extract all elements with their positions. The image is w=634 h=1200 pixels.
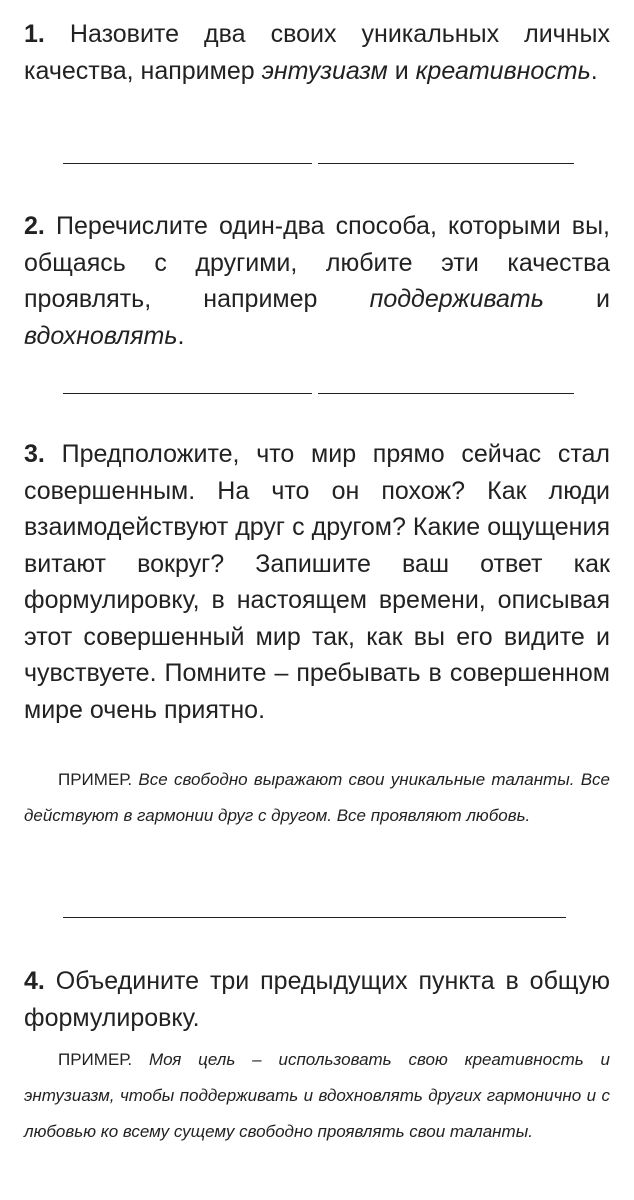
question-2-example-2: вдохновлять [24, 321, 178, 350]
answer-line-3 [63, 917, 566, 918]
question-2-text: Перечислите один-два способа, которыми вы, общаясь с другими, любите эти качества проявлять, например [24, 212, 610, 313]
question-1-text: Назовите два своих уникальных личных качества, например [24, 20, 610, 85]
answer-line-1b [318, 163, 574, 164]
question-3-example-label: ПРИМЕР. [58, 770, 133, 789]
question-4-example-label: ПРИМЕР. [58, 1050, 133, 1069]
question-1-number: 1. [24, 20, 45, 48]
question-2-number: 2. [24, 212, 45, 240]
question-3-number: 3. [24, 440, 45, 468]
question-2-and: и [543, 285, 610, 313]
question-4-example [24, 1042, 610, 1150]
question-3 [24, 436, 610, 728]
question-1-end: . [590, 56, 598, 85]
question-2-end: . [177, 321, 185, 350]
question-3-example [24, 762, 610, 834]
question-2 [24, 208, 610, 354]
question-3-example-text: Все свободно выражают свои уникальные таланты. Все действуют в гармонии друг с другом. Все проявляют любовь. [24, 770, 610, 825]
question-1-and: и [387, 56, 416, 85]
question-2-example-1: поддерживать [369, 285, 544, 313]
question-3-text: Предположите, что мир прямо сейчас стал совершенным. На что он похож? Как люди взаимодействуют друг с другом? Какие ощущения витают вокруг? Запишите ваш ответ как формулировку, в настоящем времени, описывая этот совершенный мир так, как вы его видите и чувствуете. Помните – пребывать в совершенном мире очень приятно. [24, 440, 610, 724]
answer-line-2b [318, 393, 574, 394]
question-4-example-text: Моя цель – использовать свою креативность и энтузиазм, чтобы поддерживать и вдохновлять других гармонично и с любовью ко всему сущему свободно проявлять свои таланты. [24, 1050, 610, 1141]
question-1 [24, 16, 610, 89]
answer-line-1a [63, 163, 312, 164]
question-4-number: 4. [24, 967, 45, 995]
question-1-example-1: энтузиазм [261, 56, 388, 85]
question-4-text: Объедините три предыдущих пункта в общую формулировку. [24, 967, 610, 1032]
question-4 [24, 963, 610, 1036]
question-1-example-2: креативность [415, 56, 591, 85]
answer-line-2a [63, 393, 312, 394]
